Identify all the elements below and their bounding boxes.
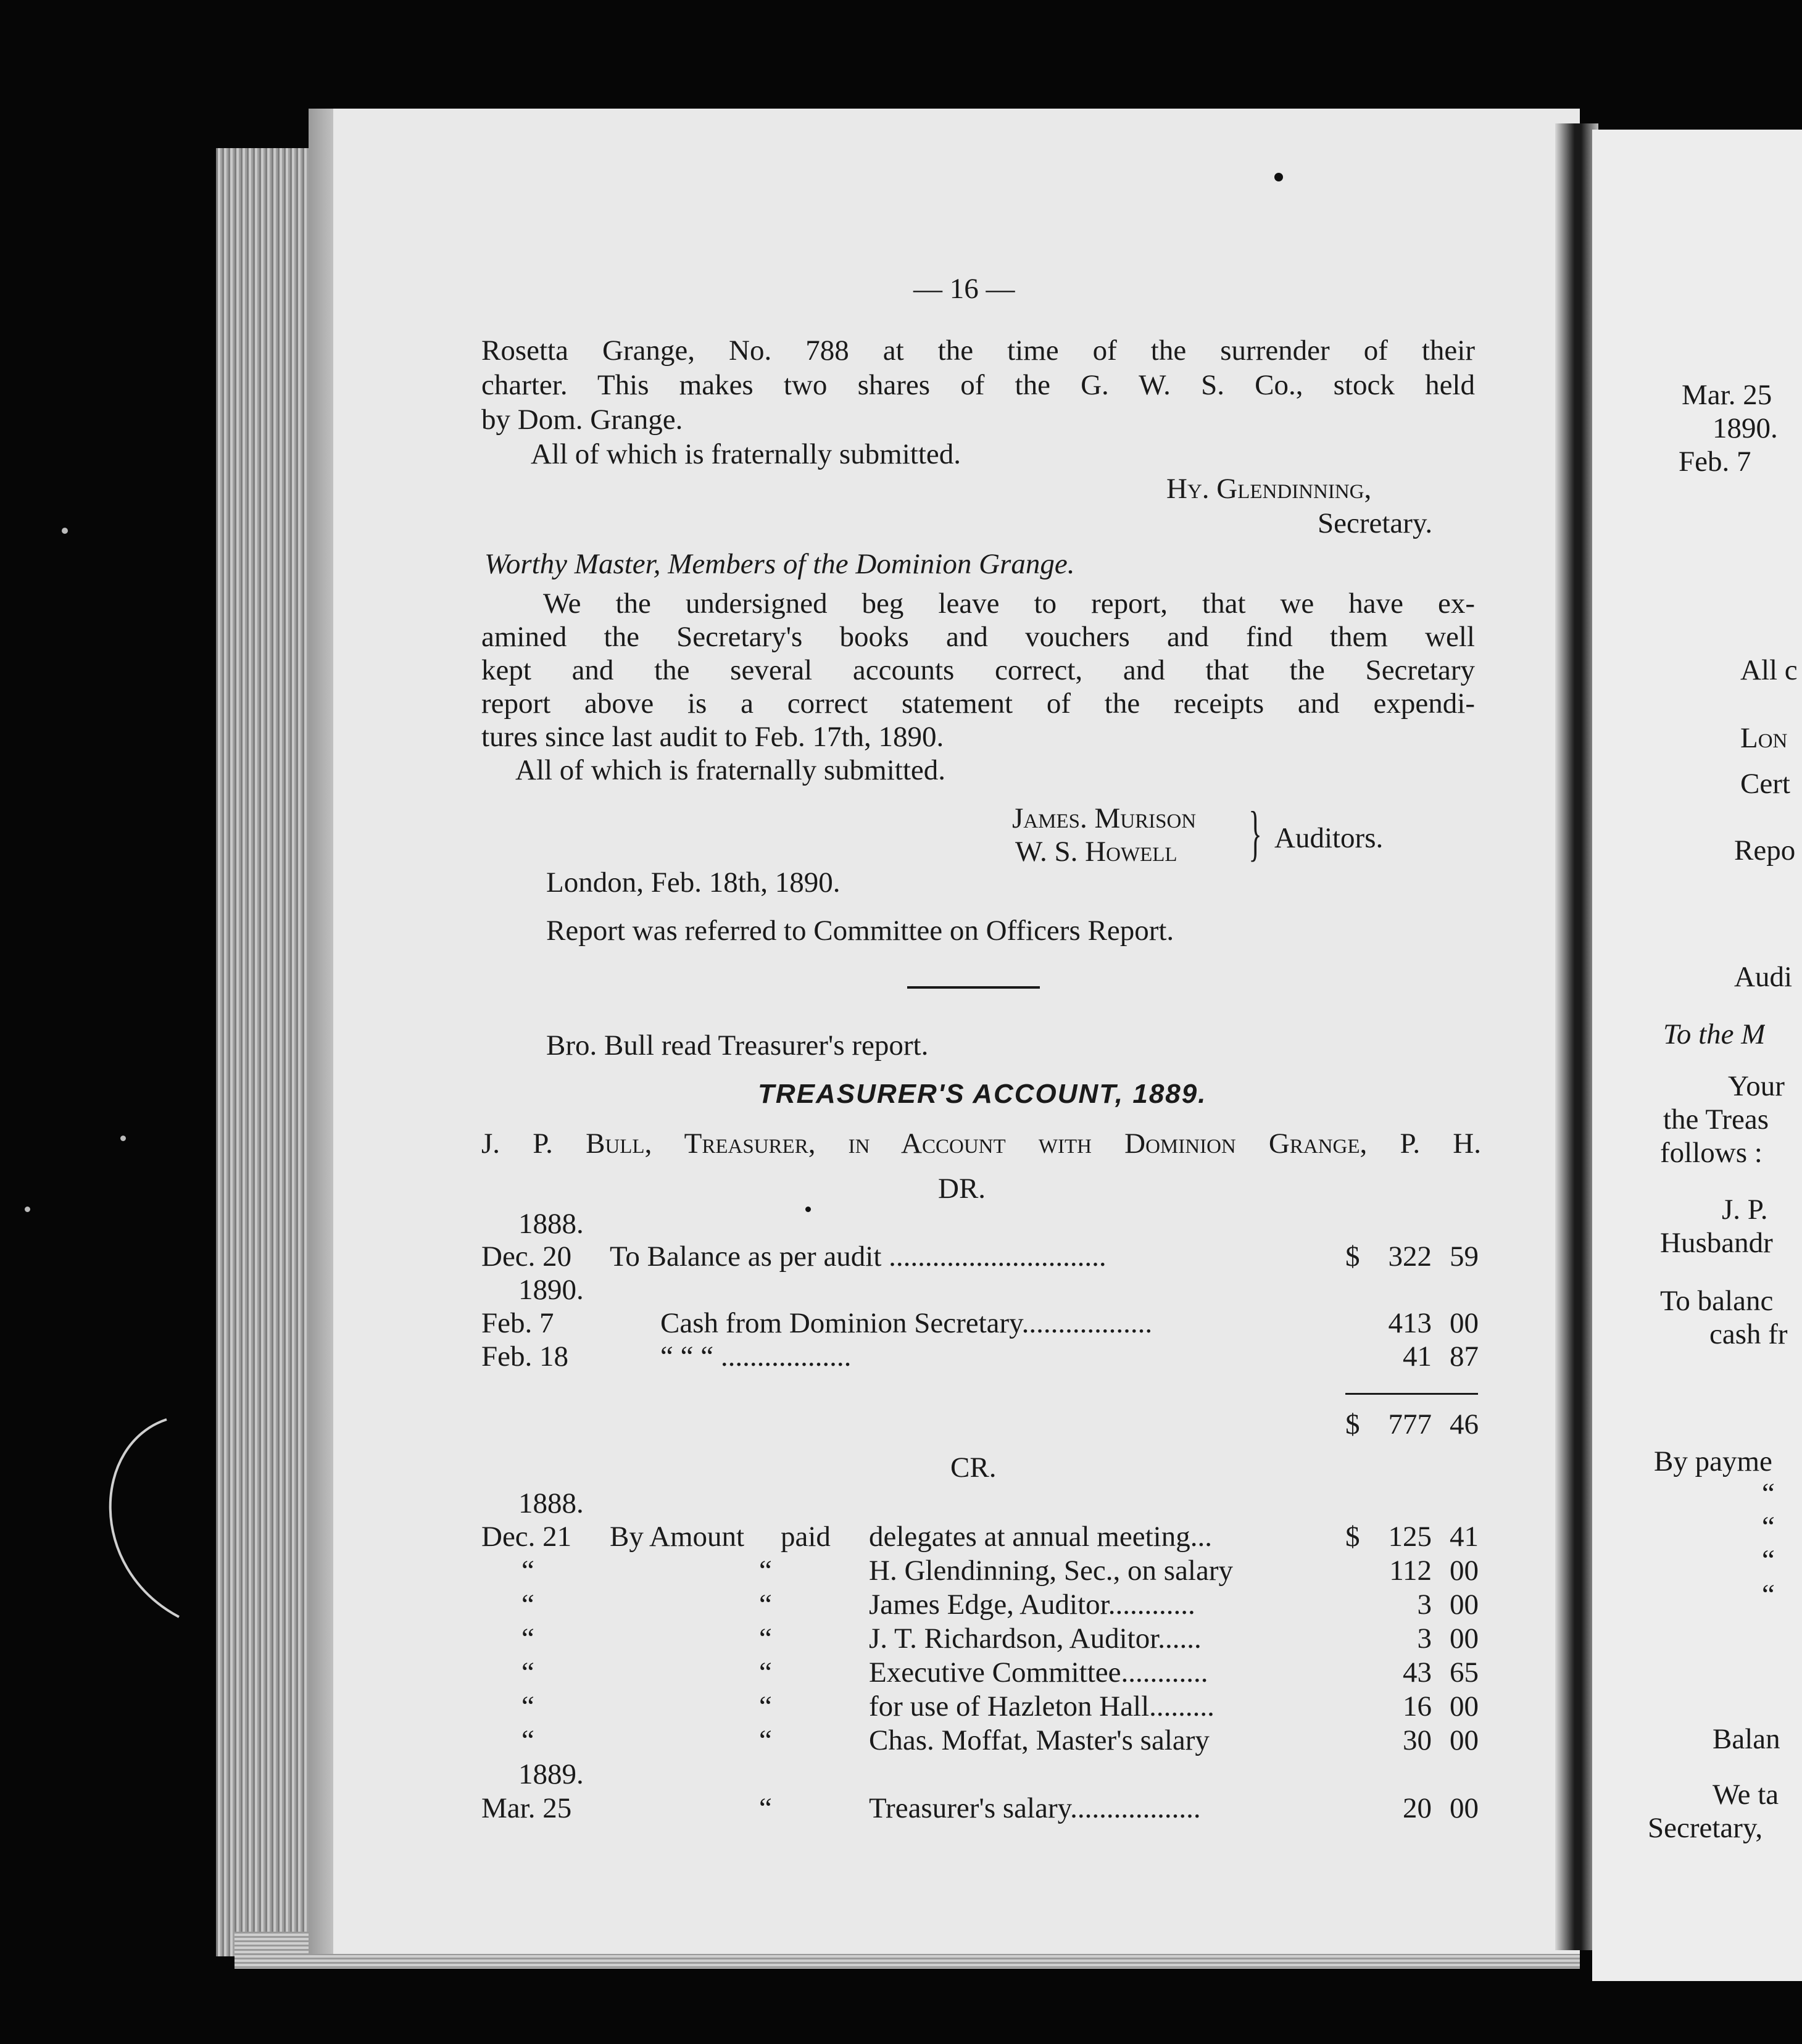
ledger-description: H. Glendinning, Sec., on salary: [869, 1555, 1234, 1587]
ledger-description: “ “ “ ..................: [660, 1340, 852, 1373]
right-page-fragment: Repo: [1734, 834, 1796, 866]
ledger-description: To Balance as per audit ..............................: [610, 1240, 1107, 1273]
page-number: — 16 —: [913, 273, 1015, 305]
ledger-description: Executive Committee............: [869, 1656, 1208, 1689]
right-page-fragment: All c: [1740, 654, 1798, 686]
right-page-fragment: To balanc: [1660, 1285, 1774, 1317]
ledger-amount: 20: [1403, 1792, 1432, 1824]
hair-arc: [86, 1407, 235, 1629]
ledger-amount: 3: [1417, 1622, 1432, 1655]
right-page-fragment: Lon: [1740, 722, 1788, 754]
auditor-name: W. S. Howell: [1015, 836, 1177, 868]
ledger-amount: 413: [1388, 1307, 1432, 1339]
ledger-amount: 322: [1388, 1240, 1432, 1273]
referral-line: Report was referred to Committee on Officers Report.: [546, 915, 1174, 947]
ledger-description: Treasurer's salary..................: [869, 1792, 1201, 1824]
ledger-date: “: [521, 1656, 534, 1689]
ledger-year: 1888.: [518, 1487, 584, 1519]
body-line: by Dom. Grange.: [481, 404, 683, 436]
ledger-ditto-column: “: [759, 1555, 772, 1587]
ledger-date: Feb. 18: [481, 1340, 568, 1373]
ledger-date: “: [521, 1622, 534, 1655]
right-page-fragment: Cert: [1740, 768, 1790, 800]
salutation: Worthy Master, Members of the Dominion Grange.: [484, 548, 1075, 580]
ledger-ditto-column: “: [759, 1589, 772, 1621]
total-dollar-sign: $: [1345, 1408, 1360, 1440]
ledger-date: Dec. 21: [481, 1521, 572, 1553]
right-page-fragment: “: [1762, 1477, 1775, 1510]
account-heading: J. P. Bull, Treasurer, in Account with Dominion Grange, P. H.: [481, 1128, 1481, 1160]
dr-label: DR.: [938, 1173, 986, 1205]
total-amount: 777: [1388, 1408, 1432, 1440]
ledger-description: Cash from Dominion Secretary..................: [660, 1307, 1153, 1339]
ledger-date: Mar. 25: [481, 1792, 572, 1824]
ledger-amount: 43: [1403, 1656, 1432, 1689]
ledger-dollar-sign: $: [1345, 1240, 1360, 1273]
body-line: All of which is fraternally submitted.: [515, 754, 946, 786]
ledger-year: 1889.: [518, 1758, 584, 1790]
ink-speck: [1274, 173, 1283, 181]
ledger-cents: 00: [1450, 1307, 1479, 1339]
body-line: All of which is fraternally submitted.: [531, 438, 961, 470]
right-page-fragment: Secretary,: [1648, 1812, 1763, 1844]
ledger-amount: 125: [1388, 1521, 1432, 1553]
right-page-fragment: cash fr: [1709, 1318, 1788, 1350]
ledger-cents: 00: [1450, 1724, 1479, 1756]
ledger-cents: 65: [1450, 1656, 1479, 1689]
ledger-amount: 3: [1417, 1589, 1432, 1621]
ledger-ditto-column: “: [759, 1622, 772, 1655]
ink-speck: [805, 1207, 811, 1212]
body-line: Rosetta Grange, No. 788 at the time of the surrender of their: [481, 334, 1475, 367]
dateline: London, Feb. 18th, 1890.: [546, 866, 841, 899]
ledger-year: 1888.: [518, 1208, 584, 1240]
ledger-description: James Edge, Auditor............: [869, 1589, 1195, 1621]
total-rule: [1345, 1393, 1478, 1395]
right-page-fragment: the Treas: [1663, 1103, 1769, 1136]
ledger-description: for use of Hazleton Hall.........: [869, 1690, 1214, 1722]
body-line: report above is a correct statement of the receipts and expendi-: [481, 688, 1475, 720]
right-page-fragment: “: [1762, 1511, 1775, 1543]
ledger-date: Feb. 7: [481, 1307, 554, 1339]
ledger-ditto-column: “: [759, 1656, 772, 1689]
right-page-fragment: Audi: [1734, 961, 1792, 993]
ledger-cents: 00: [1450, 1589, 1479, 1621]
auditors-label: Auditors.: [1274, 822, 1384, 854]
ledger-amount: 112: [1389, 1555, 1432, 1587]
ledger-cents: 59: [1450, 1240, 1479, 1273]
body-line: We the undersigned beg leave to report, that we have ex-: [543, 588, 1475, 620]
account-title: TREASURER'S ACCOUNT, 1889.: [758, 1079, 1207, 1109]
right-page-fragment: Mar. 25: [1682, 379, 1772, 411]
dust-speck: [25, 1207, 30, 1212]
ledger-year: 1890.: [518, 1274, 584, 1306]
right-page-fragment: “: [1762, 1544, 1775, 1576]
ledger-cents: 00: [1450, 1622, 1479, 1655]
ledger-dollar-sign: $: [1345, 1521, 1360, 1553]
dust-speck: [62, 528, 68, 534]
right-page-fragment: By payme: [1654, 1445, 1772, 1477]
ledger-description: J. T. Richardson, Auditor......: [869, 1622, 1202, 1655]
ledger-ditto-column: “: [759, 1792, 772, 1824]
dust-speck: [120, 1136, 126, 1141]
right-page-fragment: 1890.: [1713, 412, 1778, 444]
ledger-description: delegates at annual meeting...: [869, 1521, 1212, 1553]
body-line: kept and the several accounts correct, and that the Secretary: [481, 654, 1475, 686]
body-line: charter. This makes two shares of the G. W. S. Co., stock held: [481, 369, 1475, 401]
right-page-fragment: To the M: [1663, 1018, 1766, 1050]
ledger-date: “: [521, 1555, 534, 1587]
ledger-date: “: [521, 1724, 534, 1756]
body-line: tures since last audit to Feb. 17th, 1890.: [481, 721, 944, 753]
section-divider: [907, 986, 1040, 989]
right-page-fragment: Feb. 7: [1679, 446, 1751, 478]
ledger-cents: 00: [1450, 1792, 1479, 1824]
ledger-ditto-column: “: [759, 1690, 772, 1722]
ledger-amount: 16: [1403, 1690, 1432, 1722]
cr-label: CR.: [950, 1452, 997, 1484]
ledger-cents: 00: [1450, 1690, 1479, 1722]
ledger-ditto-column: “: [759, 1724, 772, 1756]
ledger-cents: 87: [1450, 1340, 1479, 1373]
signature-name: Hy. Glendinning,: [1166, 473, 1372, 505]
ledger-date: “: [521, 1690, 534, 1722]
right-page-fragment: We ta: [1713, 1779, 1779, 1811]
body-line: amined the Secretary's books and vouchers and find them well: [481, 621, 1475, 653]
signature-title: Secretary.: [1318, 507, 1433, 539]
right-page-fragment: follows :: [1660, 1137, 1763, 1169]
right-page-fragment: Your: [1728, 1070, 1785, 1102]
ledger-ditto-column: By Amount: [610, 1521, 745, 1553]
ledger-cents: 00: [1450, 1555, 1479, 1587]
total-cents: 46: [1450, 1408, 1479, 1440]
ledger-amount: 41: [1403, 1340, 1432, 1373]
ledger-cents: 41: [1450, 1521, 1479, 1553]
right-page-fragment: “: [1762, 1579, 1775, 1611]
ledger-date: Dec. 20: [481, 1240, 572, 1273]
bull-read-line: Bro. Bull read Treasurer's report.: [546, 1029, 929, 1061]
brace-glyph: }: [1248, 799, 1262, 867]
ledger-description: Chas. Moffat, Master's salary: [869, 1724, 1210, 1756]
auditor-name: James. Murison: [1012, 802, 1197, 834]
right-page-fragment: J. P.: [1722, 1194, 1768, 1226]
right-page-fragment: Balan: [1713, 1723, 1780, 1755]
ledger-date: “: [521, 1589, 534, 1621]
right-page-fragment: Husbandr: [1660, 1227, 1773, 1259]
ledger-paid-word: paid: [781, 1521, 831, 1553]
ledger-amount: 30: [1403, 1724, 1432, 1756]
